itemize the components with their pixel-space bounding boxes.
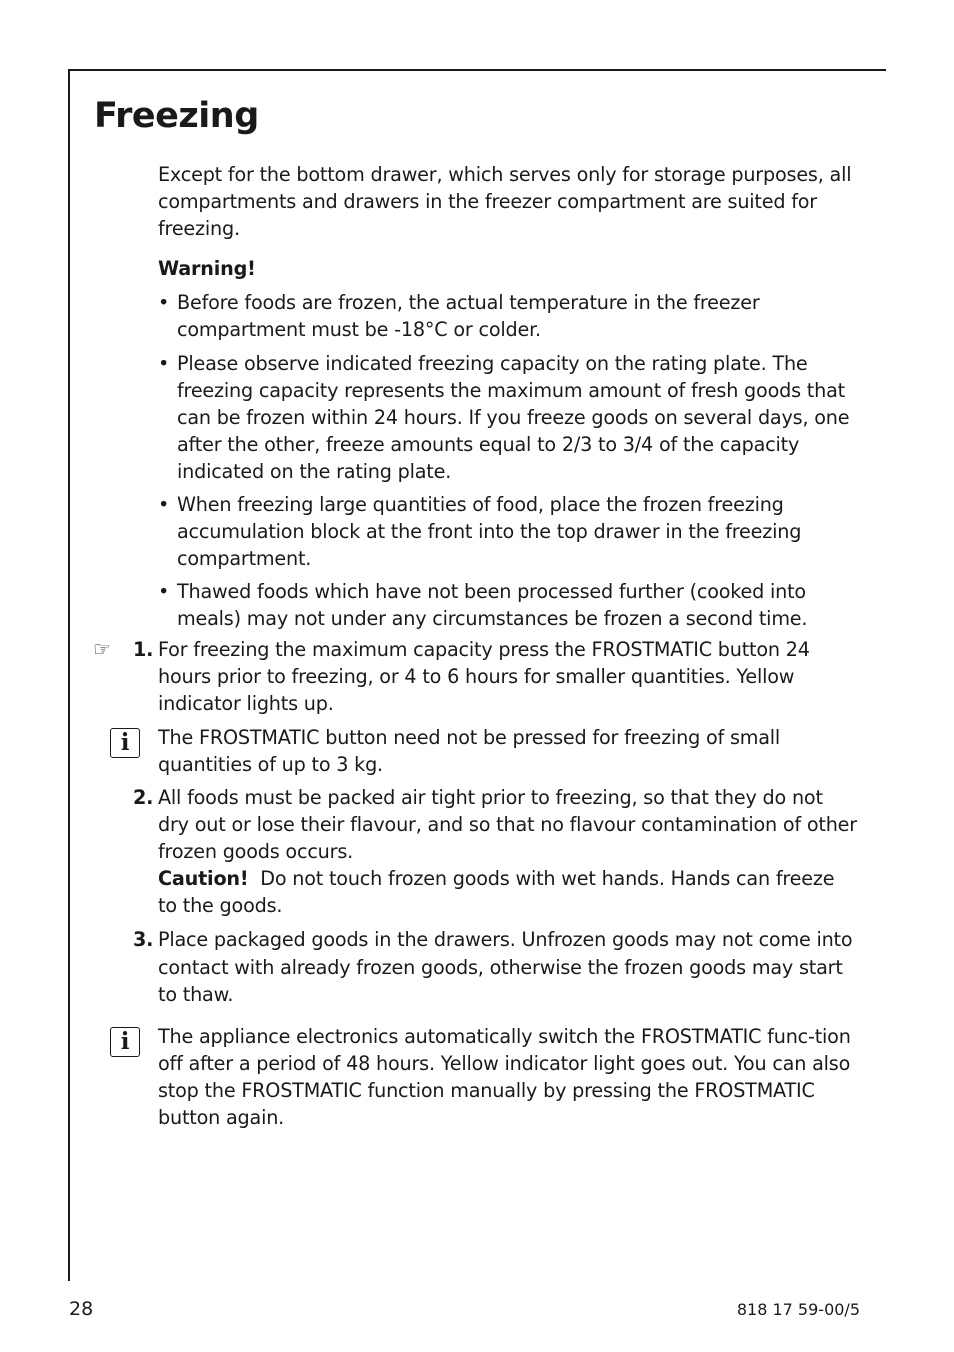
step-text-main: All foods must be packed air tight prior to freezing, so that they do not dry out or lose their flavour, and so that no flavour contamination of other frozen goods occurs. bbox=[158, 785, 857, 864]
page-content bbox=[93, 161, 858, 1137]
left-rule bbox=[68, 69, 70, 1281]
step-number: 3. bbox=[133, 928, 154, 952]
step-text: For freezing the maximum capacity press the FROSTMATIC button 24 hours prior to freezing, or 4 to 6 hours for smaller quantities. Yellow indicator lights up. bbox=[158, 637, 810, 715]
bullet-icon: • bbox=[158, 580, 170, 604]
warning-item bbox=[158, 289, 858, 343]
step-3 bbox=[133, 926, 858, 1007]
warning-item bbox=[158, 578, 858, 632]
warning-item-text: Thawed foods which have not been processed further (cooked into meals) may not under any circumstances be frozen a second time. bbox=[177, 580, 808, 631]
pointing-hand-icon: ☞ bbox=[93, 636, 111, 661]
bullet-icon: • bbox=[158, 493, 170, 517]
info-note bbox=[120, 724, 858, 778]
warning-item bbox=[158, 491, 858, 572]
step-number: 1. bbox=[133, 637, 154, 661]
info-note bbox=[120, 1023, 858, 1131]
step-2 bbox=[133, 784, 858, 919]
warning-item-text: Please observe indicated freezing capacity on the rating plate. The freezing capacity represents the maximum amount of fresh goods that can be frozen within 24 hours. If you freeze goods on several days, one after the other, freeze amounts equal to 2/3 to 3/4 of the capacity indicated on the rating plate. bbox=[177, 351, 850, 483]
caution-text: Do not touch frozen goods with wet hands. Hands can freeze to the goods. bbox=[158, 867, 835, 918]
top-rule bbox=[68, 69, 886, 71]
caution-label: Caution! bbox=[158, 867, 249, 891]
info-note-text: The appliance electronics automatically switch the FROSTMATIC func-tion off after a period of 48 hours. Yellow indicator light goes out. You can also stop the FROSTMATIC function manually by pressing the FROSTMATIC button again. bbox=[158, 1024, 851, 1129]
info-note-text: The FROSTMATIC button need not be pressed for freezing of small quantities of up to 3 kg. bbox=[158, 725, 781, 776]
page-title: Freezing bbox=[94, 96, 259, 136]
info-icon bbox=[110, 1027, 140, 1057]
info-glyph: i bbox=[120, 1027, 130, 1055]
bullet-icon: • bbox=[158, 291, 170, 315]
step-text: Place packaged goods in the drawers. Unfrozen goods may not come into contact with already frozen goods, otherwise the frozen goods may start to thaw. bbox=[158, 928, 853, 1006]
warning-item-text: When freezing large quantities of food, place the frozen freezing accumulation block at the front into the top drawer in the freezing compartment. bbox=[177, 493, 802, 571]
bullet-icon: • bbox=[158, 351, 170, 375]
page-number: 28 bbox=[69, 1298, 94, 1320]
step-text bbox=[158, 784, 858, 919]
warning-item bbox=[158, 350, 858, 485]
intro-paragraph: Except for the bottom drawer, which serves only for storage purposes, all compartments and drawers in the freezer compartment are suited for freezing. bbox=[158, 163, 852, 241]
document-code: 818 17 59-00/5 bbox=[736, 1300, 860, 1319]
step-1 bbox=[93, 636, 858, 717]
warning-list bbox=[158, 289, 858, 632]
warning-label: Warning! bbox=[158, 257, 256, 281]
warning-item-text: Before foods are frozen, the actual temperature in the freezer compartment must be -18°C or colder. bbox=[177, 291, 760, 342]
step-number: 2. bbox=[133, 785, 154, 809]
info-glyph: i bbox=[120, 728, 130, 756]
info-icon bbox=[110, 728, 140, 758]
